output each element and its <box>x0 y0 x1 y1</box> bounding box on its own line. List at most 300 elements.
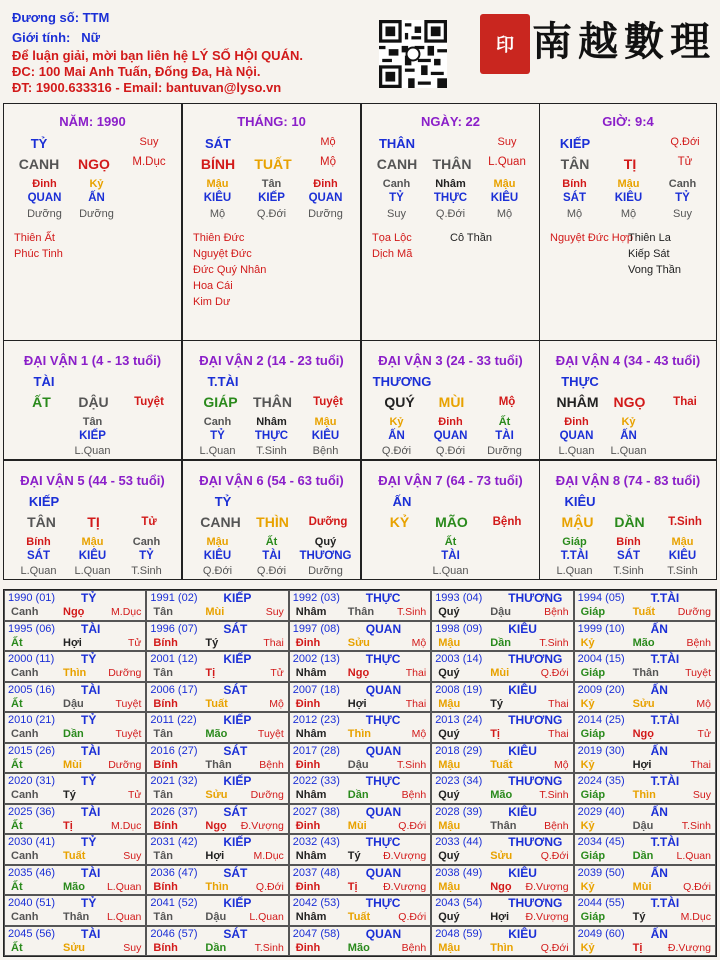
phase-top: Suy <box>497 136 517 148</box>
year-cell <box>146 651 288 682</box>
year-phase: L.Quan <box>106 911 142 923</box>
year-branch: Tý <box>205 636 219 649</box>
hidden-phase: Suy <box>387 208 406 220</box>
hidden-god: T.TÀI <box>560 550 589 562</box>
year-cell <box>146 773 288 804</box>
year-cell <box>289 865 431 896</box>
year-label: 2022 (33) <box>292 775 340 787</box>
year-branch: Mùi <box>490 667 510 679</box>
earthly-branch: THÌN <box>256 514 289 530</box>
year-cell <box>574 895 716 926</box>
owner-name: Đương số: TTM <box>12 10 110 25</box>
dai-van-title: ĐẠI VẬN 6 (54 - 63 tuổi) <box>199 473 344 488</box>
year-cell <box>146 865 288 896</box>
year-label: 1998 (09) <box>435 622 483 635</box>
year-god: QUAN <box>365 804 402 819</box>
year-phase: Dưỡng <box>250 789 284 801</box>
logo: 南越數理 <box>532 18 716 65</box>
year-god: THƯƠNG <box>508 896 563 910</box>
year-phase: Bệnh <box>401 789 427 801</box>
seal-stamp-icon: 印 <box>480 14 530 74</box>
heavenly-stem: CANH <box>18 156 60 172</box>
dai-van-box <box>361 460 540 580</box>
year-stem: Bính <box>153 758 178 771</box>
heavenly-stem: QUÝ <box>384 394 415 410</box>
year-stem: Đinh <box>295 636 321 649</box>
year-label: 2029 (40) <box>577 805 625 818</box>
year-stem: Nhâm <box>295 606 327 618</box>
hidden-god: KIÊU <box>490 192 519 204</box>
year-cell <box>431 712 573 743</box>
hidden-stem: Mậu <box>671 536 694 548</box>
year-branch: Mùi <box>632 880 652 893</box>
hidden-stem: Ất <box>265 536 278 548</box>
star-item: Nguyệt Đức <box>193 248 252 260</box>
year-branch: Dậu <box>632 819 654 832</box>
year-stem: Canh <box>11 667 39 679</box>
year-cell <box>4 712 146 743</box>
year-branch: Ngọ <box>347 667 370 679</box>
phase: Tử <box>141 516 157 528</box>
year-branch: Tý <box>632 911 646 923</box>
year-phase: Bệnh <box>401 941 427 954</box>
year-label: 2021 (32) <box>150 775 198 787</box>
year-branch: Mùi <box>347 819 367 832</box>
year-god: T.TÀI <box>650 835 680 849</box>
year-stem: Giáp <box>580 667 606 679</box>
year-god: ẤN <box>650 865 668 880</box>
year-cell <box>4 865 146 896</box>
year-cell <box>574 590 716 621</box>
year-label: 2001 (12) <box>150 653 198 665</box>
year-stem: Bính <box>153 819 178 832</box>
year-cell <box>4 804 146 835</box>
hidden-god: QUAN <box>433 430 468 442</box>
year-branch: Dậu <box>347 758 369 771</box>
year-phase: Dưỡng <box>108 758 142 771</box>
year-phase: Đ.Vượng <box>525 911 569 923</box>
hidden-phase: Mộ <box>209 208 226 220</box>
year-label: 2046 (57) <box>150 927 198 940</box>
year-cell <box>574 834 716 865</box>
hidden-god: KIẾP <box>79 430 106 442</box>
year-label: 2036 (47) <box>150 866 198 879</box>
year-label: 2017 (28) <box>292 744 340 757</box>
pillar-box <box>3 103 182 341</box>
year-cell <box>574 651 716 682</box>
dai-van-title: ĐẠI VẬN 5 (44 - 53 tuổi) <box>20 473 165 488</box>
year-branch: Thìn <box>632 789 656 801</box>
year-phase: Tử <box>697 728 711 740</box>
hidden-phase: Dưỡng <box>27 208 62 220</box>
ten-god: THƯƠNG <box>372 374 432 389</box>
year-branch: Sửu <box>347 636 370 649</box>
hidden-stem: Tân <box>82 416 103 428</box>
year-stem: Đinh <box>295 819 321 832</box>
dai-van-title: ĐẠI VẬN 2 (14 - 23 tuổi) <box>199 353 344 368</box>
year-stem: Quý <box>438 728 460 740</box>
year-branch: Ngọ <box>632 728 654 740</box>
hidden-god: TÀI <box>495 430 514 442</box>
year-god: KIÊU <box>508 621 537 636</box>
dai-van-title: ĐẠI VẬN 3 (24 - 33 tuổi) <box>378 353 523 368</box>
year-god: TÀI <box>81 865 101 880</box>
year-phase: M.Dục <box>111 606 142 618</box>
year-branch: Tuất <box>63 850 86 862</box>
year-cell <box>146 926 288 957</box>
earthly-branch: TUẤT <box>254 156 292 172</box>
year-stem: Đinh <box>295 697 321 710</box>
hidden-stem: Đinh <box>32 178 57 190</box>
year-cell <box>431 773 573 804</box>
year-label: 2030 (41) <box>8 836 56 848</box>
year-phase: Q.Đới <box>398 911 427 923</box>
dai-van-title: ĐẠI VẬN 4 (34 - 43 tuổi) <box>555 353 701 368</box>
star-list-2 <box>628 230 681 278</box>
year-phase: Đ.Vượng <box>240 819 284 832</box>
phase: Thai <box>673 396 697 408</box>
qr-code-icon <box>379 20 447 88</box>
year-label: 2018 (29) <box>435 744 483 757</box>
year-cell <box>289 804 431 835</box>
header <box>0 0 720 100</box>
year-stem: Tân <box>153 911 173 923</box>
year-god: TỶ <box>81 774 97 788</box>
hidden-stem: Bính <box>562 178 587 190</box>
year-stem: Canh <box>11 911 39 923</box>
year-god: QUAN <box>365 621 402 636</box>
star-list <box>550 230 633 246</box>
year-cell <box>431 682 573 713</box>
year-stem: Mậu <box>438 880 461 893</box>
year-label: 2033 (44) <box>435 836 483 848</box>
year-cell <box>4 895 146 926</box>
year-label: 1990 (01) <box>8 592 56 604</box>
hidden-phase: L.Quan <box>74 565 111 577</box>
phase: Tuyệt <box>313 396 343 408</box>
year-phase: Thai <box>263 636 284 649</box>
earthly-branch: THÂN <box>253 394 292 410</box>
year-god: TỶ <box>81 835 97 849</box>
year-label: 2013 (24) <box>435 714 483 726</box>
year-phase: Đ.Vượng <box>525 880 569 893</box>
year-phase: Tuyệt <box>115 697 142 710</box>
heavenly-stem: BÍNH <box>200 156 236 172</box>
phone-email: ĐT: 1900.633316 - Email: bantuvan@lyso.vn <box>12 80 282 95</box>
phase: T.Sinh <box>668 516 702 528</box>
year-god: KIÊU <box>508 804 537 819</box>
year-phase: T.Sinh <box>681 819 711 832</box>
year-label: 2012 (23) <box>292 714 340 726</box>
year-stem: Giáp <box>580 911 606 923</box>
year-phase: Tử <box>270 667 284 679</box>
year-branch: Mão <box>205 728 228 740</box>
heavenly-stem: ẤT <box>32 394 51 410</box>
hidden-phase: Mộ <box>496 208 513 220</box>
hidden-god: ẤN <box>388 430 405 442</box>
star-list-2 <box>450 230 492 246</box>
year-god: SÁT <box>223 926 248 941</box>
year-cell <box>574 865 716 896</box>
year-phase: Dưỡng <box>677 606 711 618</box>
year-phase: Suy <box>123 850 142 862</box>
earthly-branch: NGỌ <box>78 156 110 172</box>
gender-line <box>12 30 100 46</box>
year-branch: Ngọ <box>490 880 512 893</box>
star-item: Cô Thần <box>450 232 492 244</box>
hidden-phase: Q.Đới <box>256 565 287 577</box>
year-label: 2031 (42) <box>150 836 198 848</box>
hidden-phase: Suy <box>673 208 692 220</box>
year-stem: Ất <box>11 880 23 893</box>
phase-top: Suy <box>139 136 159 148</box>
year-branch: Mùi <box>63 758 82 771</box>
year-label: 2047 (58) <box>292 927 340 940</box>
hidden-god: KIÊU <box>614 192 643 204</box>
year-phase: Tuyệt <box>685 667 711 679</box>
year-label: 2048 (59) <box>435 927 483 940</box>
star-item: Thiên Ất <box>14 232 55 244</box>
year-phase: T.Sinh <box>397 758 427 771</box>
year-god: KIÊU <box>508 682 537 697</box>
hidden-stem: Ất <box>444 536 457 548</box>
year-label: 2035 (46) <box>8 866 56 879</box>
year-god: TÀI <box>81 621 101 636</box>
phase-main: Tử <box>677 156 693 168</box>
year-phase: L.Quan <box>676 850 711 862</box>
year-stem: Mậu <box>438 636 461 649</box>
year-cell <box>289 773 431 804</box>
star-item: Dịch Mã <box>372 248 413 260</box>
year-label: 2008 (19) <box>435 683 483 696</box>
hidden-god: KIÊU <box>78 550 107 562</box>
earthly-branch: DẦN <box>614 514 645 530</box>
year-stem: Canh <box>11 850 39 862</box>
year-cell <box>146 621 288 652</box>
hidden-phase: T.Sinh <box>131 565 162 577</box>
year-branch: Tý <box>347 850 361 862</box>
year-cell <box>146 804 288 835</box>
year-branch: Tuất <box>632 606 655 618</box>
address: ĐC: 100 Mai Anh Tuấn, Đống Đa, Hà Nội. <box>12 64 261 79</box>
year-stem: Mậu <box>438 941 461 954</box>
hidden-phase: L.Quan <box>558 445 595 457</box>
year-phase: Thai <box>548 728 569 740</box>
year-label: 1995 (06) <box>8 622 56 635</box>
year-cell <box>4 926 146 957</box>
year-cell <box>289 682 431 713</box>
year-label: 2037 (48) <box>292 866 340 879</box>
hidden-stem: Canh <box>668 178 697 190</box>
pillar-box <box>361 103 540 341</box>
year-phase: Mộ <box>696 697 711 710</box>
hidden-god: SÁT <box>617 550 640 562</box>
year-stem: Kỷ <box>580 819 595 832</box>
year-god: KIẾP <box>223 652 252 666</box>
year-label: 2042 (53) <box>292 897 340 909</box>
hidden-stem: Đinh <box>564 416 589 428</box>
earthly-branch: MÃO <box>435 514 468 530</box>
year-branch: Hợi <box>63 636 82 649</box>
heavenly-stem: NHÂM <box>556 394 599 410</box>
year-label: 2027 (38) <box>292 805 340 818</box>
phase: Bệnh <box>492 516 522 528</box>
year-phase: M.Dục <box>253 850 284 862</box>
dai-van-box <box>539 340 717 460</box>
hidden-god: THỰC <box>433 192 468 204</box>
ten-god: TÀI <box>33 374 55 389</box>
hidden-god: SÁT <box>563 192 586 204</box>
year-phase: Mộ <box>269 697 284 710</box>
year-god: T.TÀI <box>650 896 680 910</box>
annual-luck-table <box>3 589 717 957</box>
hidden-god: THƯƠNG <box>299 550 352 562</box>
heavenly-stem: CANH <box>200 514 241 530</box>
year-stem: Nhâm <box>295 728 327 740</box>
year-label: 2049 (60) <box>577 927 625 940</box>
year-cell <box>4 773 146 804</box>
year-label: 1996 (07) <box>150 622 198 635</box>
year-branch: Thân <box>490 819 517 832</box>
hidden-stem: Bính <box>616 536 641 548</box>
dai-van-box <box>539 460 717 580</box>
star-item: Đức Quý Nhân <box>193 264 267 276</box>
dai-van-box <box>182 340 361 460</box>
year-branch: Dần <box>63 728 84 740</box>
year-label: 2024 (35) <box>577 775 625 787</box>
year-branch: Tý <box>63 789 76 801</box>
hidden-stem: Ất <box>498 416 511 428</box>
year-god: ẤN <box>650 926 668 941</box>
year-branch: Dậu <box>63 697 84 710</box>
hidden-god: TỶ <box>139 550 154 562</box>
year-branch: Ngọ <box>63 606 85 618</box>
year-branch: Dần <box>205 941 227 954</box>
year-phase: Q.Đới <box>398 819 427 832</box>
year-label: 1991 (02) <box>150 592 198 604</box>
year-stem: Nhâm <box>295 911 327 923</box>
year-cell <box>289 712 431 743</box>
year-phase: Thai <box>548 697 569 710</box>
year-branch: Sửu <box>490 850 513 862</box>
year-cell <box>146 712 288 743</box>
year-cell <box>4 682 146 713</box>
year-phase: Dưỡng <box>108 667 142 679</box>
year-cell <box>431 590 573 621</box>
year-branch: Mão <box>63 880 85 893</box>
hidden-phase: Bệnh <box>312 445 339 457</box>
year-god: THỰC <box>365 896 401 910</box>
ten-god: ẤN <box>392 494 412 509</box>
year-stem: Mậu <box>438 697 461 710</box>
hidden-stem: Canh <box>382 178 411 190</box>
year-stem: Giáp <box>580 606 606 618</box>
year-branch: Hợi <box>205 850 225 862</box>
year-phase: Mộ <box>554 758 569 771</box>
year-god: THƯƠNG <box>508 713 563 727</box>
year-cell <box>431 804 573 835</box>
year-branch: Mão <box>347 941 370 954</box>
year-label: 2014 (25) <box>577 714 625 726</box>
heavenly-stem: MẬU <box>561 514 594 530</box>
year-branch: Tuất <box>205 697 228 710</box>
year-stem: Tân <box>153 850 173 862</box>
year-stem: Giáp <box>580 728 606 740</box>
year-label: 2043 (54) <box>435 897 483 909</box>
hidden-phase: L.Quan <box>432 565 469 577</box>
year-god: THƯƠNG <box>508 591 563 605</box>
year-god: TỶ <box>81 591 97 605</box>
year-cell <box>289 621 431 652</box>
year-stem: Kỷ <box>580 880 595 893</box>
pillar-box <box>182 103 361 341</box>
hidden-phase: L.Quan <box>610 445 647 457</box>
year-phase: Q.Đới <box>540 667 569 679</box>
year-phase: Suy <box>692 789 711 801</box>
year-stem: Bính <box>153 880 178 893</box>
year-god: QUAN <box>365 926 402 941</box>
year-label: 2006 (17) <box>150 683 198 696</box>
hidden-stem: Kỷ <box>389 416 404 428</box>
year-phase: M.Dục <box>111 819 142 832</box>
year-cell <box>146 682 288 713</box>
hidden-phase: L.Quan <box>20 565 57 577</box>
year-label: 1992 (03) <box>292 592 340 604</box>
year-god: ẤN <box>650 804 668 819</box>
year-branch: Tị <box>63 819 73 832</box>
year-branch: Tị <box>632 941 643 954</box>
year-branch: Mão <box>490 789 513 801</box>
year-god: TÀI <box>81 804 101 819</box>
hidden-stem: Giáp <box>562 536 587 548</box>
year-stem: Canh <box>11 728 39 740</box>
year-cell <box>431 743 573 774</box>
heavenly-stem: TÂN <box>560 156 590 172</box>
year-god: QUAN <box>365 682 402 697</box>
year-god: KIẾP <box>223 591 252 605</box>
year-phase: Tử <box>127 636 142 649</box>
phase-top: Q.Đới <box>670 136 700 148</box>
year-god: THƯƠNG <box>508 652 563 666</box>
earthly-branch: NGỌ <box>613 394 646 410</box>
year-branch: Thìn <box>347 728 372 740</box>
hidden-god: QUAN <box>27 192 62 204</box>
year-label: 2000 (11) <box>8 653 55 665</box>
year-cell <box>146 834 288 865</box>
hidden-phase: Dưỡng <box>487 445 522 457</box>
year-label: 2044 (55) <box>577 897 625 909</box>
star-item: Hoa Cái <box>193 280 233 292</box>
year-phase: Q.Đới <box>540 850 569 862</box>
year-phase: Bệnh <box>544 819 569 832</box>
year-branch: Tị <box>490 728 500 740</box>
year-cell <box>4 651 146 682</box>
hidden-god: THỰC <box>254 430 289 442</box>
star-list <box>193 230 266 310</box>
year-label: 2011 (22) <box>150 714 197 726</box>
year-god: KIẾP <box>223 774 252 788</box>
hidden-stem: Mậu <box>206 536 229 548</box>
year-branch: Tị <box>205 667 216 679</box>
hidden-god: KIẾP <box>258 192 285 204</box>
hidden-phase: Dưỡng <box>308 208 343 220</box>
earthly-branch: TỊ <box>623 156 637 172</box>
phase: Dưỡng <box>308 516 348 528</box>
year-god: TÀI <box>81 682 101 697</box>
year-phase: Thai <box>690 758 711 771</box>
year-phase: T.Sinh <box>254 941 284 954</box>
pillar-title: GIỜ: 9:4 <box>602 114 654 129</box>
